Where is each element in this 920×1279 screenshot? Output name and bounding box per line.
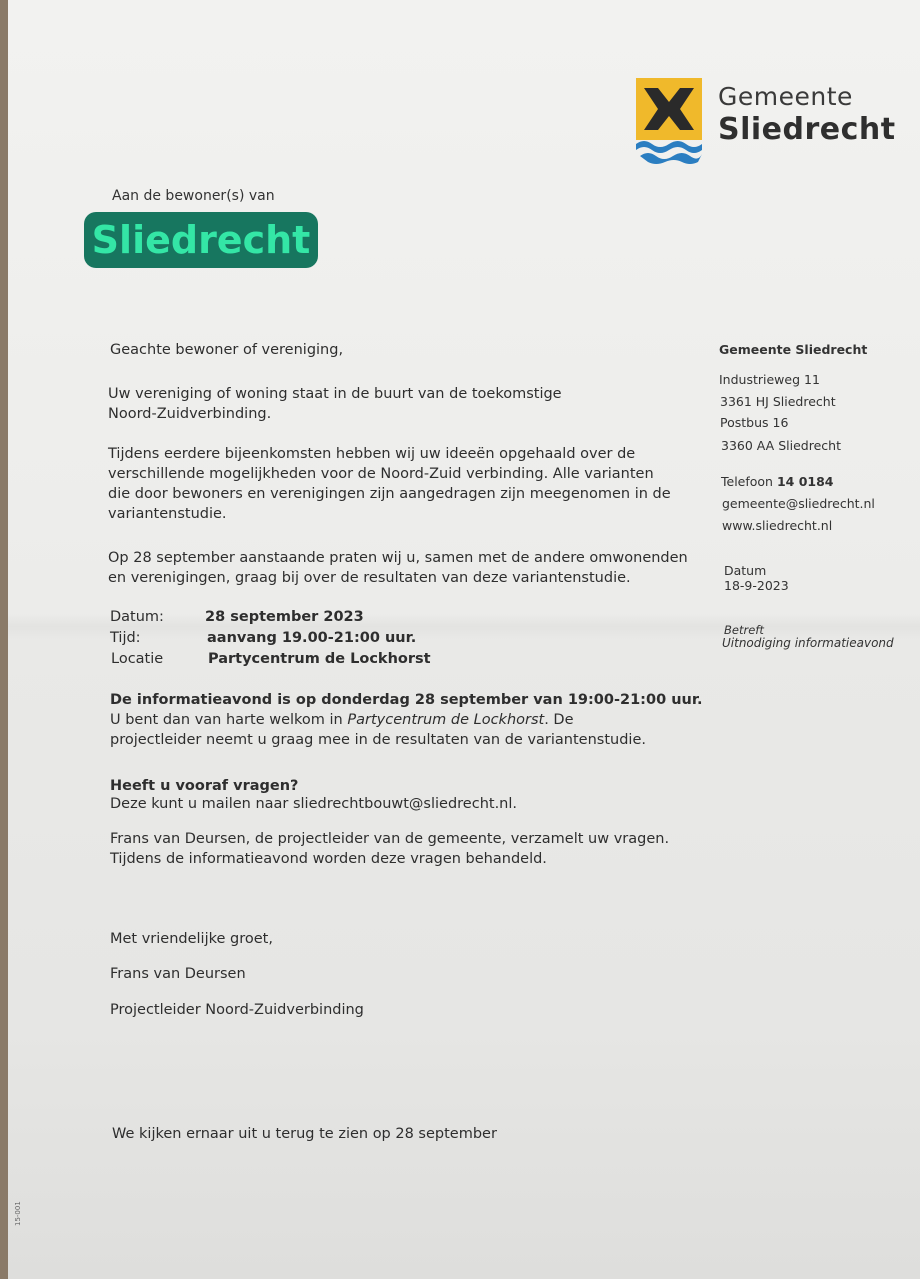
footer-text: We kijken ernaar uit u terug te zien op 28 september — [112, 1126, 497, 1142]
sidebar-web[interactable]: www.sliedrecht.nl — [722, 518, 833, 533]
detail-value-time: aanvang 19.00-21:00 uur. — [207, 630, 417, 646]
sidebar-phone-label: Telefoon — [721, 474, 777, 489]
closing-salutation: Met vriendelijke groet, — [110, 931, 273, 947]
detail-label-time: Tijd: — [110, 630, 141, 646]
coat-of-arms-icon — [636, 78, 702, 168]
paragraph-2: Tijdens eerdere bijeenkomsten hebben wij uw ideeën opgehaald over de verschillende mogelijkheden voor de Noord-Zuid verbinding. Alle varianten die door bewoners en verenigingen zijn aangedragen zijn meegenomen in de variantenstudie. — [108, 446, 671, 522]
sidebar-street: Industrieweg 11 — [719, 372, 820, 387]
sidebar-subject: Uitnodiging informatieavond — [722, 636, 894, 650]
sidebar-subject-label: Betreft — [724, 623, 764, 637]
sidebar-postbus-code: 3360 AA Sliedrecht — [721, 438, 841, 453]
sidebar-phone-number: 14 0184 — [776, 474, 834, 489]
detail-label-date: Datum: — [110, 609, 164, 625]
sidebar-date-label: Datum — [724, 563, 767, 578]
sidebar-email[interactable]: gemeente@sliedrecht.nl — [722, 496, 875, 511]
sidebar-date: 18-9-2023 — [724, 578, 789, 593]
sidebar-phone — [721, 473, 834, 491]
detail-label-location: Locatie — [111, 651, 164, 667]
logo-line-1: Gemeente — [718, 82, 853, 111]
signatory-name: Frans van Deursen — [110, 966, 246, 982]
detail-value-date: 28 september 2023 — [205, 609, 364, 625]
sidebar-postbus: Postbus 16 — [720, 415, 789, 430]
questions-text: Deze kunt u mailen naar sliedrechtbouwt@sliedrecht.nl. — [110, 796, 518, 812]
sidebar-postcode: 3361 HJ Sliedrecht — [720, 394, 836, 409]
addressee-label: Aan de bewoner(s) van — [112, 188, 275, 204]
addressee-badge: Sliedrecht — [84, 212, 318, 268]
info-heading: De informatieavond is op donderdag 28 september van 19:00-21:00 uur. — [110, 692, 703, 708]
municipality-logo — [636, 78, 896, 168]
info-venue: Partycentrum de Lockhorst — [347, 712, 545, 728]
paragraph-3: Op 28 september aanstaande praten wij u, samen met de andere omwonenden en verenigingen, graag bij over de resultaten van deze variantenstudie. — [108, 550, 688, 586]
logo-line-2: Sliedrecht — [718, 112, 896, 147]
sidebar-org: Gemeente Sliedrecht — [719, 342, 868, 357]
signatory-role: Projectleider Noord-Zuidverbinding — [110, 1002, 364, 1018]
detail-value-location: Partycentrum de Lockhorst — [208, 651, 431, 667]
info-text-post: . De projectleider neemt u graag mee in de resultaten van de variantenstudie. — [110, 712, 646, 748]
info-text-pre: U bent dan van harte welkom in — [110, 712, 348, 728]
paragraph-4: Frans van Deursen, de projectleider van de gemeente, verzamelt uw vragen. Tijdens de informatieavond worden deze vragen behandeld. — [110, 831, 670, 867]
questions-heading: Heeft u vooraf vragen? — [110, 778, 299, 794]
document-code: 15-001 — [14, 1201, 22, 1226]
greeting: Geachte bewoner of vereniging, — [110, 342, 344, 358]
paragraph-1: Uw vereniging of woning staat in de buurt van de toekomstige Noord-Zuidverbinding. — [108, 386, 562, 422]
info-text — [110, 710, 655, 750]
